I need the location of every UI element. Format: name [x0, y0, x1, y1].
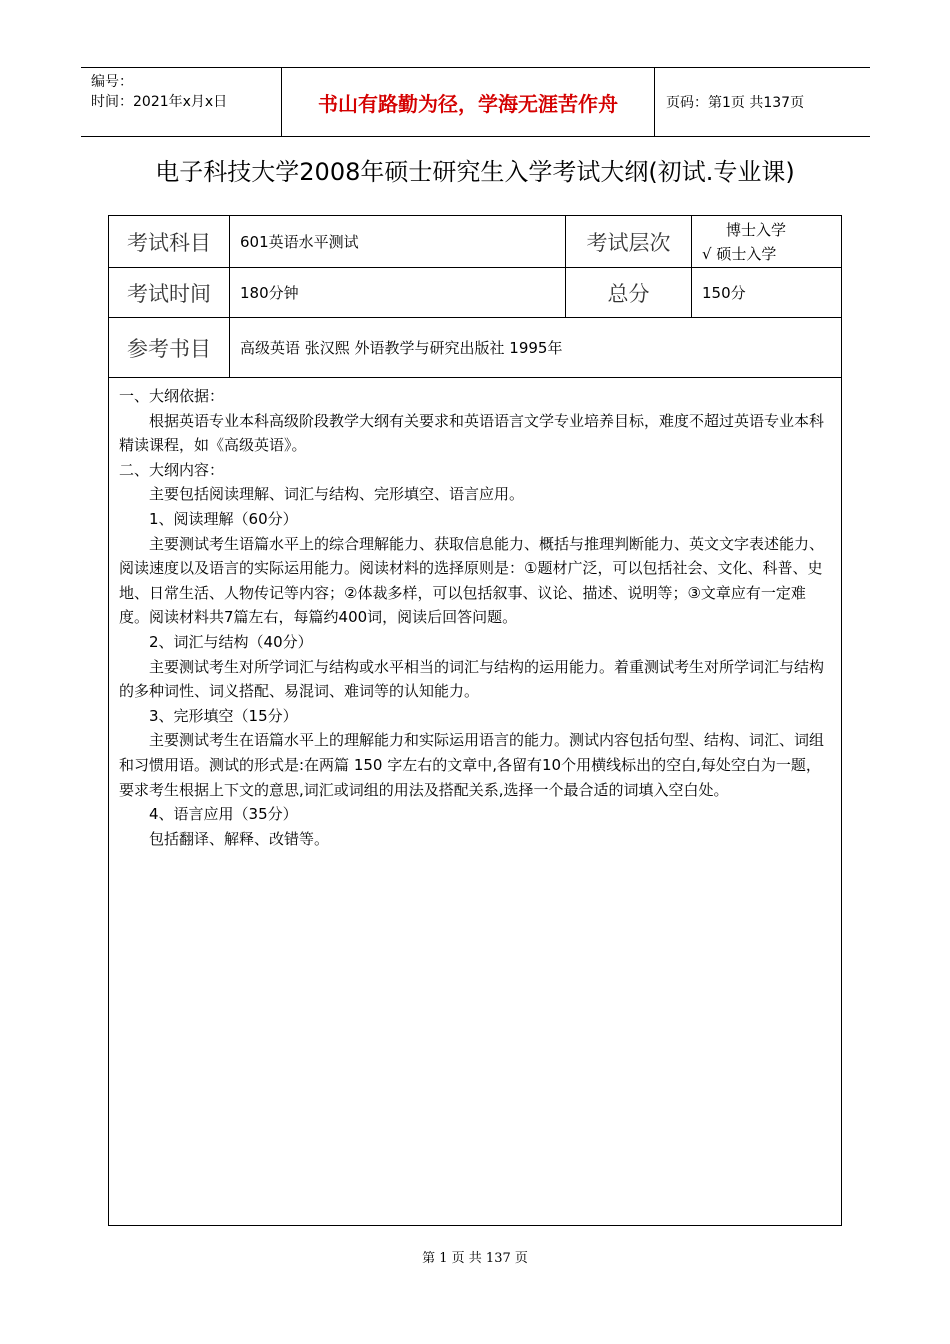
time-value: 180分钟	[229, 268, 565, 317]
motto: 书山有路勤为径，学海无涯苦作舟	[281, 68, 655, 136]
item-usage-heading: 4、语言应用（35分）	[149, 805, 298, 824]
row-time	[109, 268, 841, 318]
basis-paragraph: 根据英语专业本科高级阶段教学大纲有关要求和英语语言文学专业培养目标，难度不超过英语专业本科精读课程，如《高级英语》。	[119, 411, 825, 455]
page-info: 页码：第1页 共137页	[666, 95, 805, 111]
page-footer: 第 1 页 共 137 页	[422, 1251, 528, 1266]
header-meta	[81, 68, 281, 136]
section-heading-basis: 一、大纲依据：	[119, 387, 225, 405]
syllabus-content	[109, 378, 841, 851]
serial-label: 编号：	[91, 74, 133, 90]
time-label-cell: 考试时间	[127, 281, 211, 306]
item-usage-text: 包括翻译、解释、改错等。	[149, 829, 330, 848]
item-vocab-heading: 2、词汇与结构（40分）	[149, 632, 313, 651]
subject-label: 考试科目	[127, 230, 211, 255]
subject-value: 601英语水平测试	[229, 216, 565, 267]
row-books	[109, 318, 841, 378]
item-reading-heading: 1、阅读理解（60分）	[149, 509, 298, 528]
books-value: 高级英语 张汉熙 外语教学与研究出版社 1995年	[229, 318, 843, 377]
time-label: 时间：2021年x月x日	[91, 94, 228, 110]
level-label: 考试层次	[565, 216, 691, 267]
document-title: 电子科技大学2008年硕士研究生入学考试大纲(初试.专业课)	[155, 158, 795, 186]
item-vocab-text: 主要测试考生对所学词汇与结构或水平相当的词汇与结构的运用能力。着重测试考生对所学词汇与结构的多种词性、词义搭配、易混词、难词等的认知能力。	[119, 657, 825, 701]
total-label: 总分	[565, 268, 691, 317]
header-table	[81, 67, 870, 137]
row-subject	[109, 216, 841, 268]
level-option-doctor: 博士入学	[726, 220, 787, 239]
content-summary: 主要包括阅读理解、词汇与结构、完形填空、语言应用。	[149, 485, 525, 504]
item-reading-text: 主要测试考生语篇水平上的综合理解能力、获取信息能力、概括与推理判断能力、英文文字表述能力、阅读速度以及语言的实际运用能力。阅读材料的选择原则是：①题材广泛，可以包括社会、文化、科普、史地、日常生活、人物传记等内容；②体裁多样，可以包括叙事、议论、描述、说明等；③文章应有一定难度。阅读材料共7篇左右，每篇约400词，阅读后回答问题。	[119, 534, 825, 627]
level-options	[691, 216, 843, 267]
item-cloze-heading: 3、完形填空（15分）	[149, 706, 298, 725]
exam-table	[108, 215, 842, 1226]
books-label: 参考书目	[127, 336, 211, 361]
item-cloze-text: 主要测试考生在语篇水平上的理解能力和实际运用语言的能力。测试内容包括句型、结构、词汇、词组和习惯用语。测试的形式是:在两篇 150 字左右的文章中,各留有10个用横线标出的空白,每处空白为一题，要求考生根据上下文的意思,词汇或词组的用法及搭配关系,选择一个最合适的词填入空白处。	[119, 731, 825, 799]
section-heading-content: 二、大纲内容：	[119, 460, 225, 479]
total-value: 150分	[691, 268, 843, 317]
level-option-master: √ 硕士入学	[702, 244, 777, 263]
